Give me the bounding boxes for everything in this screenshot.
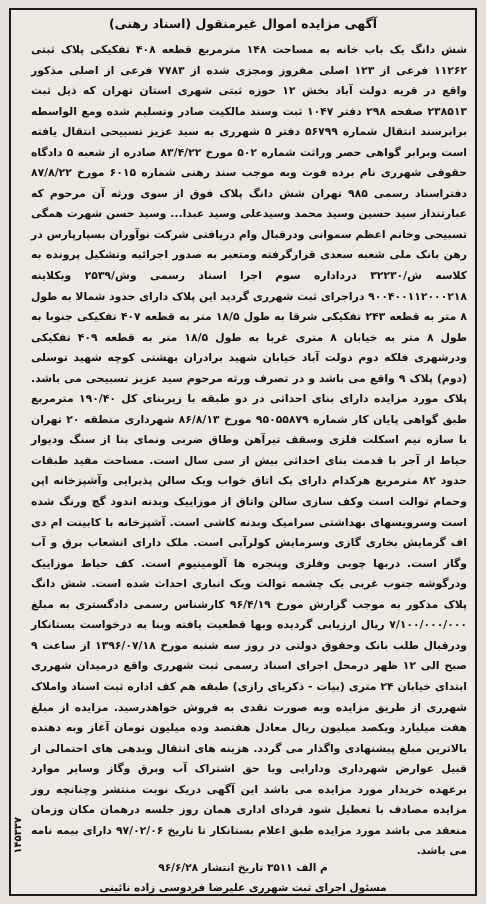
notice-title: آگهی مزایده اموال غیرمنقول (اسناد رهنی) — [108, 16, 378, 31]
side-code: ۱۴۵۳۳۷ — [13, 817, 24, 854]
signature-line: مسئول اجرای ثبت شهرری علیرضا فردوسی زاده نائینی — [99, 882, 387, 894]
notice-frame — [9, 8, 477, 896]
notice-body: شش دانگ یک باب خانه به مساحت ۱۴۸ مترمربع قطعه ۴۰۸ تفکیکی پلاک ثبتی ۱۱۲۶۲ فرعی از ۱۲۳ اصلی مفروز ومجزی شده از ۷۷۸۳ فرعی از اصلی مذکور واقع در قریه دولت آباد بخش ۱۲ حوزه ثبتی شهری استان تهران که ذیل ثبت ۲۳۸۵۱۳ صفحه ۲۹۸ دفتر ۱۰۴۷ ثبت وسند مالکیت صادر وتسلیم شده ومع الواسطه برابرسند انتقال شماره ۵۶۷۹۹ دفتر ۵ شهرری به سید عزیز تسبیحی انتقال یافته است وبرابر گواهی حصر وراثت شماره ۵۰۲ مورخ ۸۳/۴/۲۲ صادره از شعبه ۵ دادگاه حقوقی شهرری نام برده فوت وبه موجب سند رهنی شماره ۶۰۱۵ مورخ ۸۷/۸/۲۲ دفتراسناد رسمی ۹۸۵ تهران شش دانگ پلاک فوق از سوی ورثه آن مرحوم که عبارتنداز سید حسین وسید محمد وسیدعلی وسید عبدا... وسید حسن شهرت همگی تسبیحی وخانم اعظم سموانی ودرقبال وام دریافتی شرکت نوآوران بسپارپارس در رهن بانک ملی شعبه سعدی قرارگرفته ومتعبر به صدور اجرائیه وتشکیل پرونده به کلاسه ش/۳۲۲۳۰ درداداره سوم اجرا اسناد رسمی وش/۲۵۳۹ وبکلاینه ۹۰۰۴۰۰۱۱۲۰۰۰۲۱۸ دراجرای ثبت شهرری گردید این پلاک دارای حدود شمالا به طول ۸ متر به قطعه ۲۴۳ تفکیکی شرقا به طول ۱۸/۵ متر به قطعه ۴۰۷ تفکیکی جنوبا به طول ۸ متر به خیابان ۸ متری غربا به طول ۱۸/۵ متر به قطعه ۴۰۹ تفکیکی ودرشهری فلکه دوم دولت آباد خیابان شهید برادران بهشتی کوچه شهید توسلی (دوم) پلاک ۹ واقع می باشد و در تصرف ورثه مرحوم سید عزیز تسبیحی می باشد. پلاک مورد مزایده دارای بنای احداثی در دو طبقه با زیربنای کل ۱۹۰/۴۰ مترمربع طبق گواهی پایان کار شماره ۹۵۰۵۵۸۷۹ مورخ ۸۶/۸/۱۳ شهرداری منطقه ۲۰ تهران با سازه نیم اسکلت فلزی وسقف تیرآهن وطاق ضربی ونمای بنا از سنگ ودیوار حیاط از آجر با قدمت بنای احداثی بیش از سی سال است. مساحت مفید طبقات حدود ۸۲ مترمربع هرکدام دارای یک اتاق خواب ویک سالن پذیرایی وآشپزخانه اپن وحمام توالت است وکف سازی سالن واتاق از موزاییک وبدنه اندود گچ ورنگ شده است وسرویسهای بهداشتی سرامیک وبدنه کاشی است. آشپزخانه با کابینت ام دی اف گرمایش بخاری گازی وسرمایش کولرآبی است. ملک دارای انشعاب برق و آب وگاز است. دربها چوبی وفلزی وپنجره ها آلومینیوم است. کف حیاط موزاییک ودرگوشه جنوب غربی یک چشمه توالت ویک انباری احداث شده است. شش دانگ پلاک مذکور به موجب گزارش مورخ ۹۶/۴/۱۹ کارشناس رسمی دادگستری به مبلغ ۷/۱۰۰/۰۰۰/۰۰۰ ریال ارزیابی گردیده وبها قطعیت یافته وبنا به درخواست بستانکار ودرقبال طلب بانک وحقوق دولتی در روز سه شنبه مورخ ۱۳۹۶/۰۷/۱۸ از ساعت ۹ صبح الی ۱۲ ظهر درمحل اجرای اسناد رسمی ثبت شهرری واقع درمیدان شهرری ابتدای خیابان ۲۴ متری (بیات - ذکریای رازی) طبقه هم کف اداره ثبت اسناد واملاک شهرری از طریق مزایده وبه صورت نقدی به فروش خواهدرسید. مزایده از مبلغ هفت میلیارد ویکصد میلیون ریال معادل هفتصد وده میلیون تومان آغاز وبه دهنده بالاترین مبلغ پیشنهادی واگذار می گردد. هزینه های انتقال وبدهی های احتمالی از قبیل عوارض شهرداری ودارایی ویا حق اشتراک آب وبرق وگاز وسایر موارد برعهده خریدار مورد مزایده می باشد این آگهی دریک نوبت منتشر وچنانچه روز مزایده مصادف با تعطیل شود فردای اداری همان روز جلسه درهمان مکان وزمان منعقد می باشد مورد مزایده طبق اعلام بستانکار تا تاریخ ۹۷/۰۲/۰۶ دارای بیمه نامه می باشد. — [30, 43, 468, 858]
publication-line: م الف ۳۵۱۱ تاریخ انتشار ۹۶/۶/۲۸ — [158, 862, 328, 874]
